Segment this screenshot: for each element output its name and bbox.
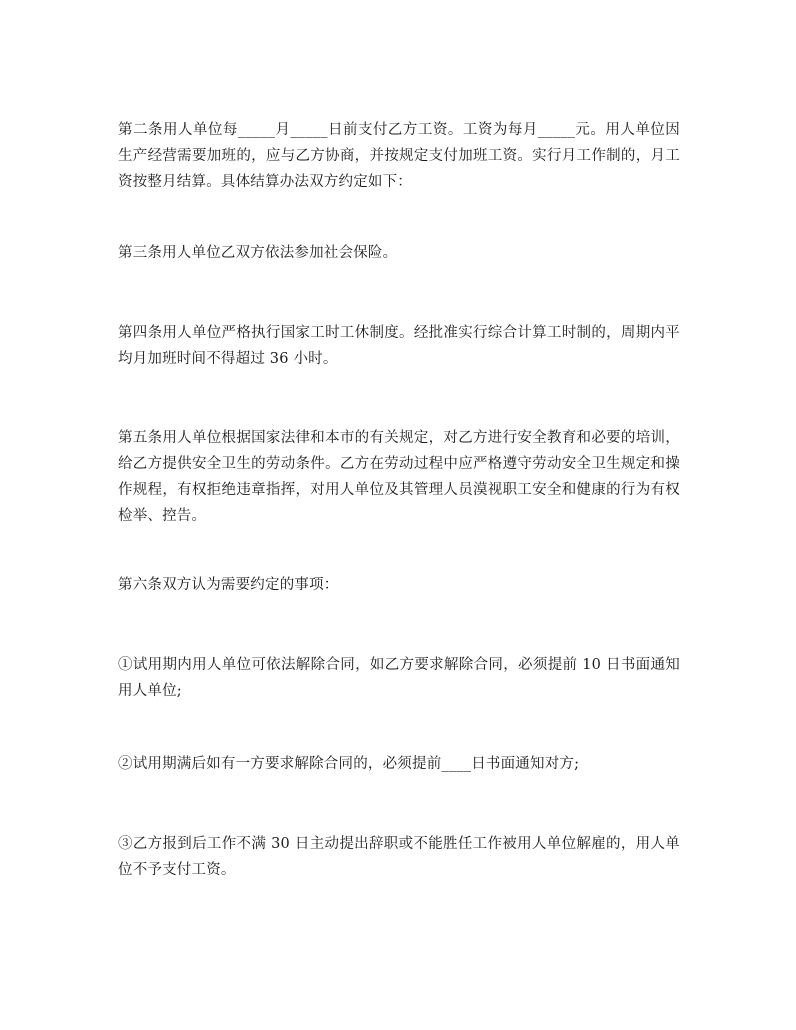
paragraph-article-2: 第二条用人单位每_____月_____日前支付乙方工资。工资为每月_____元。用人单位因生产经营需要加班的，应与乙方协商，并按规定支付加班工资。实行月工作制的，月工资按整月结算。具体结算办法双方约定如下：	[118, 122, 680, 190]
list-item-2: ②试用期满后如有一方要求解除合同的，必须提前____日书面通知对方;	[118, 756, 580, 772]
paragraph-article-4: 第四条用人单位严格执行国家工时工休制度。经批准实行综合计算工时制的，周期内平均月加班时间不得超过 36 小时。	[118, 325, 680, 367]
paragraph-article-3: 第三条用人单位乙双方依法参加社会保险。	[118, 245, 398, 261]
paragraph-article-5: 第五条用人单位根据国家法律和本市的有关规定，对乙方进行安全教育和必要的培训，给乙方提供安全卫生的劳动条件。乙方在劳动过程中应严格遵守劳动安全卫生规定和操作规程，有权拒绝违章指挥，对用人单位及其管理人员漠视职工安全和健康的行为有权检举、控告。	[118, 430, 680, 524]
list-item-1: ①试用期内用人单位可依法解除合同，如乙方要求解除合同，必须提前 10 日书面通知用人单位;	[118, 657, 680, 699]
list-item-3: ③乙方报到后工作不满 30 日主动提出辞职或不能胜任工作被用人单位解雇的，用人单位不予支付工资。	[118, 836, 680, 878]
paragraph-article-6: 第六条双方认为需要约定的事项：	[118, 577, 339, 593]
